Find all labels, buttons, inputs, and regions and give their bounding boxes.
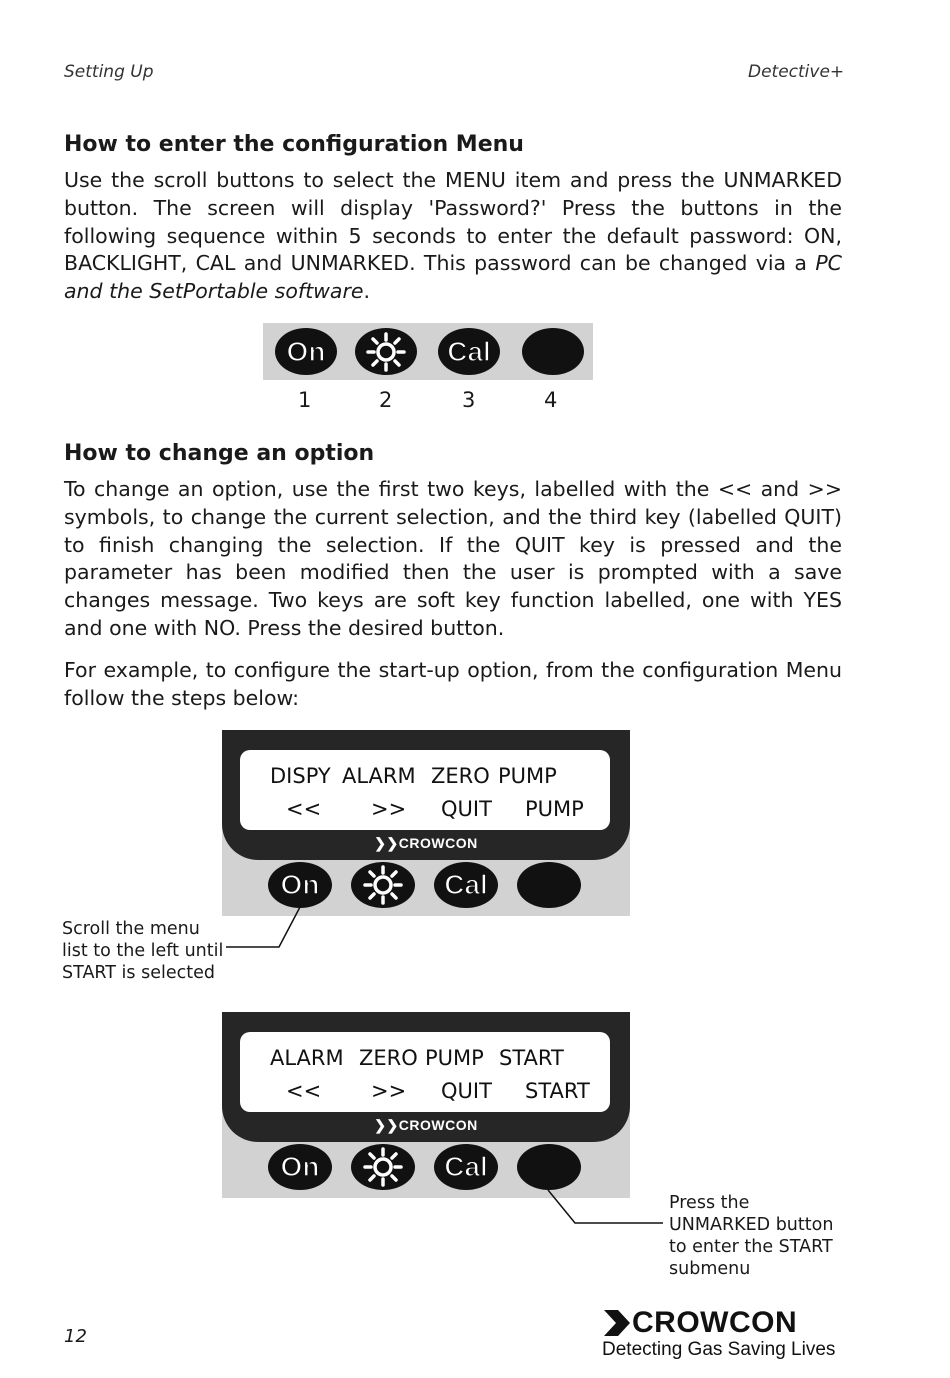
heading-enter-config-menu: How to enter the configuration Menu: [64, 132, 524, 157]
lcd-menu-item: START: [499, 1046, 564, 1070]
lcd-menu-item: ALARM: [270, 1046, 344, 1070]
running-header-product: Detective+: [748, 62, 845, 82]
lcd-menu-item: ZERO: [359, 1046, 418, 1070]
logo-tagline: Detecting Gas Saving Lives: [602, 1339, 836, 1360]
key-number-3: 3: [462, 388, 476, 412]
lcd-menu-item: ZERO: [431, 764, 490, 788]
lcd-menu-item: ALARM: [342, 764, 416, 788]
key-number-2: 2: [379, 388, 393, 412]
on-key: On: [268, 862, 332, 908]
cal-key: Cal: [434, 1144, 498, 1190]
panel-brand-label: ❯❯CROWCON: [374, 835, 478, 851]
on-key: On: [275, 328, 337, 375]
unmarked-key: [517, 1144, 581, 1190]
instrument-panel-1: [222, 730, 630, 916]
backlight-key: [355, 328, 417, 375]
lcd-softkey-label: >>: [371, 797, 407, 821]
heading-change-option: How to change an option: [64, 441, 375, 466]
crowcon-logo-mark-icon: [602, 1308, 632, 1338]
sun-icon: [363, 865, 403, 905]
panel-brand-label: ❯❯CROWCON: [374, 1117, 478, 1133]
paragraph-enter-config-menu: Use the scroll buttons to select the MENU item and press the UNMARKED button. The screen will display 'Password?' Press the buttons in the following sequence within 5 seconds to enter the default password: ON, BACKLIGHT, CAL and UNMARKED. This password can be changed via a PC and the SetPortable software.: [64, 168, 842, 304]
lcd-menu-item: PUMP: [498, 764, 557, 788]
cal-key: Cal: [438, 328, 500, 375]
unmarked-key: [522, 328, 584, 375]
callout-leader-line-2: [545, 1188, 665, 1228]
on-key: On: [268, 1144, 332, 1190]
lcd-screen: [240, 1032, 610, 1112]
callout-scroll-menu: Scroll the menu list to the left until START is selected: [62, 919, 224, 983]
lcd-softkey-label: >>: [371, 1079, 407, 1103]
instrument-panel-2: [222, 1012, 630, 1198]
cal-key: Cal: [434, 862, 498, 908]
crowcon-logo: [602, 1306, 834, 1340]
lcd-menu-item: DISPY: [270, 764, 331, 788]
lcd-softkey-label: QUIT: [441, 1079, 492, 1103]
sun-icon: [363, 1147, 403, 1187]
backlight-key: [351, 1144, 415, 1190]
running-header-section: Setting Up: [64, 62, 154, 82]
callout-press-unmarked: Press the UNMARKED button to enter the START submenu: [669, 1193, 834, 1279]
logo-wordmark: CROWCON: [632, 1306, 798, 1339]
paragraph-change-option: To change an option, use the first two keys, labelled with the << and >> symbols, to change the current selection, and the third key (labelled QUIT) to finish changing the selection. If the QUIT key is pressed and the parameter has been modified then the user is prompted with a save changes message. Two keys are soft key function labelled, one with YES and one with NO. Press the desired button.: [64, 477, 842, 640]
lcd-softkey-label: PUMP: [525, 797, 584, 821]
lcd-softkey-label: START: [525, 1079, 590, 1103]
page-number: 12: [64, 1326, 87, 1347]
backlight-key: [351, 862, 415, 908]
lcd-screen: [240, 750, 610, 830]
lcd-softkey-label: <<: [286, 797, 322, 821]
key-number-1: 1: [298, 388, 312, 412]
lcd-menu-item: PUMP: [425, 1046, 484, 1070]
callout-leader-line-1: [224, 905, 304, 955]
password-keys-strip: [263, 323, 593, 380]
sun-icon: [366, 332, 406, 372]
unmarked-key: [517, 862, 581, 908]
paragraph-example: For example, to configure the start-up option, from the configuration Menu follow the steps below:: [64, 658, 842, 710]
lcd-softkey-label: <<: [286, 1079, 322, 1103]
lcd-softkey-label: QUIT: [441, 797, 492, 821]
key-number-4: 4: [544, 388, 558, 412]
